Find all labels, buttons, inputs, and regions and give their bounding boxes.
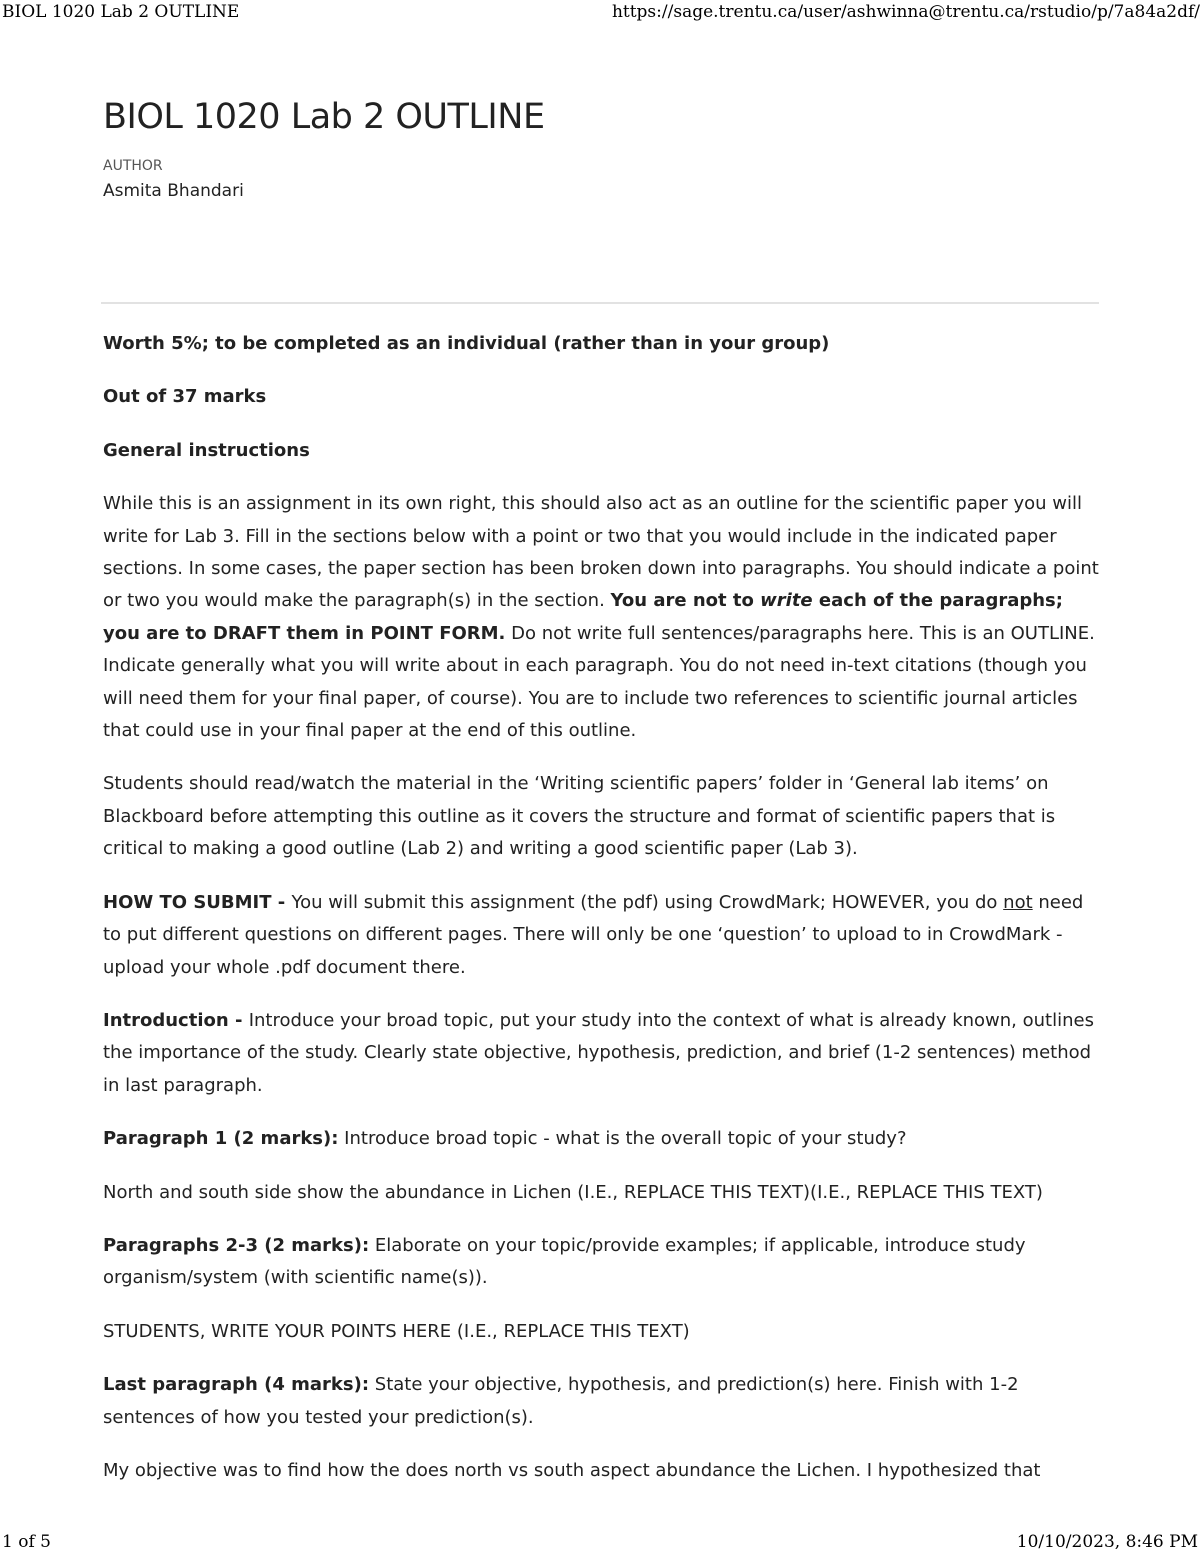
paragraph-1-prompt [103, 1123, 1099, 1155]
paragraph-1-answer [103, 1177, 1099, 1209]
marks-text: Out of 37 marks [103, 386, 267, 408]
last-paragraph-label: Last paragraph (4 marks): [103, 1374, 370, 1396]
author-label: AUTHOR [103, 158, 163, 174]
paragraphs-2-3-answer [103, 1316, 1099, 1348]
author-name: Asmita Bhandari [103, 181, 244, 201]
paragraph-1-answer-text: North and south side show the abundance in Lichen (I.E., REPLACE THIS TEXT)(I.E., REPLACE THIS TEXT) [103, 1181, 1043, 1203]
paragraphs-2-3-label: Paragraphs 2-3 (2 marks): [103, 1234, 370, 1256]
students-read-paragraph [103, 768, 1099, 865]
introduction-paragraph [103, 1005, 1099, 1102]
print-header-url: https://sage.trentu.ca/user/ashwinna@trentu.ca/rstudio/p/7a84a2df/ [611, 2, 1200, 22]
title-divider [101, 302, 1099, 304]
introduction-label: Introduction - [103, 1009, 249, 1031]
page-number: 1 of 5 [2, 1532, 51, 1552]
print-footer [0, 1532, 1200, 1552]
instructions-bold-2: each of the paragraphs; you are to DRAFT them in POINT FORM. [103, 590, 1063, 644]
general-instructions-heading: General instructions [103, 439, 310, 461]
general-heading-paragraph [103, 435, 1099, 467]
print-header-title: BIOL 1020 Lab 2 OUTLINE [2, 2, 240, 22]
students-read-text: Students should read/watch the material in the ‘Writing scientific papers’ folder in ‘General lab items’ on Blackboard before attempting this outline as it covers the structure and format of scientific papers that is critical to making a good outline (Lab 2) and writing a good scientific paper (Lab 3). [103, 773, 1056, 860]
worth-text: Worth 5%; to be completed as an individual (rather than in your group) [103, 333, 830, 354]
instructions-paragraph [103, 488, 1099, 747]
submit-text-2: need to put different questions on different pages. There will only be one ‘question’ to upload to in CrowdMark - upload your whole .pdf document there. [103, 891, 1084, 978]
instructions-bold-italic: write [760, 590, 813, 612]
paragraphs-2-3-text: Elaborate on your topic/provide examples; if applicable, introduce study organism/system (with scientific name(s)). [103, 1234, 1026, 1289]
instructions-text-1: While this is an assignment in its own right, this should also act as an outline for the scientific paper you will write for Lab 3. Fill in the sections below with a point or two that you would include in the indicated paper sections. In some cases, the paper section has been broken down into paragraphs. You should indicate a point or two you would make the paragraph(s) in the section. [103, 493, 1099, 612]
worth-paragraph [103, 328, 1099, 360]
submit-label: HOW TO SUBMIT - [103, 891, 292, 913]
marks-paragraph [103, 381, 1099, 413]
print-header [0, 2, 1200, 22]
last-paragraph-answer-text: My objective was to find how the does north vs south aspect abundance the Lichen. I hypothesized that [103, 1459, 1041, 1481]
paragraph-1-text: Introduce broad topic - what is the overall topic of your study? [338, 1128, 907, 1150]
paragraph-1-label: Paragraph 1 (2 marks): [103, 1128, 339, 1150]
instructions-bold-1: You are not to [610, 590, 761, 612]
page-title: BIOL 1020 Lab 2 OUTLINE [103, 97, 545, 137]
paragraphs-2-3-answer-text: STUDENTS, WRITE YOUR POINTS HERE (I.E., REPLACE THIS TEXT) [103, 1320, 690, 1342]
introduction-text: Introduce your broad topic, put your study into the context of what is already known, outlines the importance of the study. Clearly state objective, hypothesis, prediction, and brief (1-2 sentences) method in last paragraph. [103, 1009, 1094, 1096]
last-paragraph-answer [103, 1455, 1099, 1487]
instructions-text-2: Do not write full sentences/paragraphs here. This is an OUTLINE. Indicate generally what you will write about in each paragraph. You do not need in-text citations (though you will need them for your final paper, of course). You are to include two references to scientific journal articles that could use in your final paper at the end of this outline. [103, 622, 1095, 742]
last-paragraph-prompt [103, 1369, 1099, 1434]
document-header [103, 92, 1099, 202]
print-datetime: 10/10/2023, 8:46 PM [1016, 1532, 1198, 1552]
paragraphs-2-3-prompt [103, 1230, 1099, 1295]
submit-text-1: You will submit this assignment (the pdf) using CrowdMark; HOWEVER, you do [291, 891, 1004, 913]
last-paragraph-text: State your objective, hypothesis, and prediction(s) here. Finish with 1-2 sentences of how you tested your prediction(s). [103, 1374, 1019, 1428]
submit-not: not [1003, 891, 1033, 913]
document-body [103, 328, 1099, 1508]
submit-paragraph [103, 887, 1099, 984]
